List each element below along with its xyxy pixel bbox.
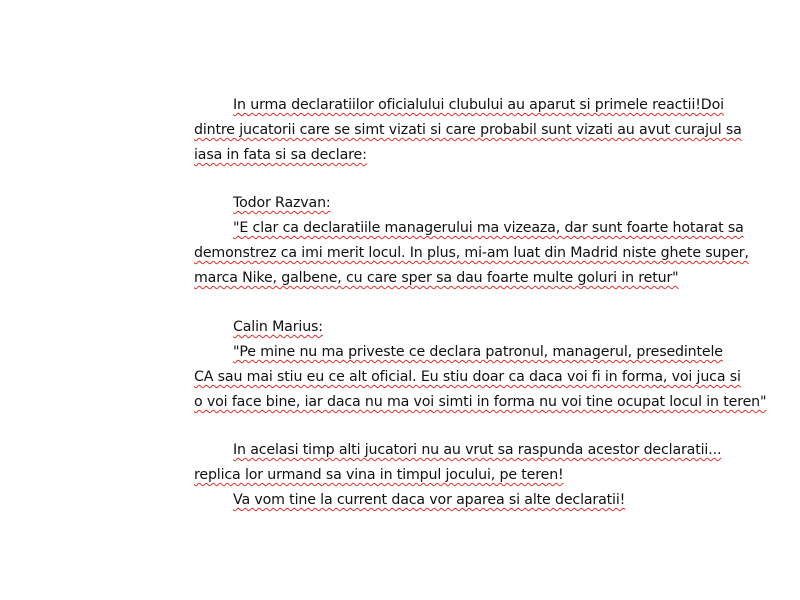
text-line-12: In acelasi timp alti jucatori nu au vrut sa raspunda acestor declaratii...: [233, 442, 722, 458]
speaker-name-1: Todor Razvan:: [233, 195, 331, 211]
text-line-7: marca Nike, galbene, cu care sper sa dau foarte multe goluri in retur": [194, 270, 679, 286]
text-line-2: dintre jucatorii care se simt vizati si care probabil sunt vizati au avut curajul sa: [194, 122, 742, 138]
text-line-5: "E clar ca declaratiile managerului ma vizeaza, dar sunt foarte hotarat sa: [233, 220, 744, 236]
text-line-14: Va vom tine la current daca vor aparea si alte declaratii!: [233, 492, 626, 508]
text-line-1: In urma declaratiilor oficialului clubului au aparut si primele reactii!Doi: [233, 97, 724, 113]
text-line-9: "Pe mine nu ma priveste ce declara patronul, managerul, presedintele: [233, 344, 723, 360]
text-line-3: iasa in fata si sa declare:: [194, 147, 367, 163]
text-line-10: CA sau mai stiu eu ce alt oficial. Eu stiu doar ca daca voi fi in forma, voi juca si: [194, 369, 741, 385]
text-line-6: demonstrez ca imi merit locul. In plus, mi-am luat din Madrid niste ghete super,: [194, 245, 749, 261]
text-line-11: o voi face bine, iar daca nu ma voi simti in forma nu voi tine ocupat locul in teren": [194, 394, 767, 410]
text-line-13: replica lor urmand sa vina in timpul jocului, pe teren!: [194, 467, 564, 483]
speaker-name-2: Calin Marius:: [233, 319, 323, 335]
